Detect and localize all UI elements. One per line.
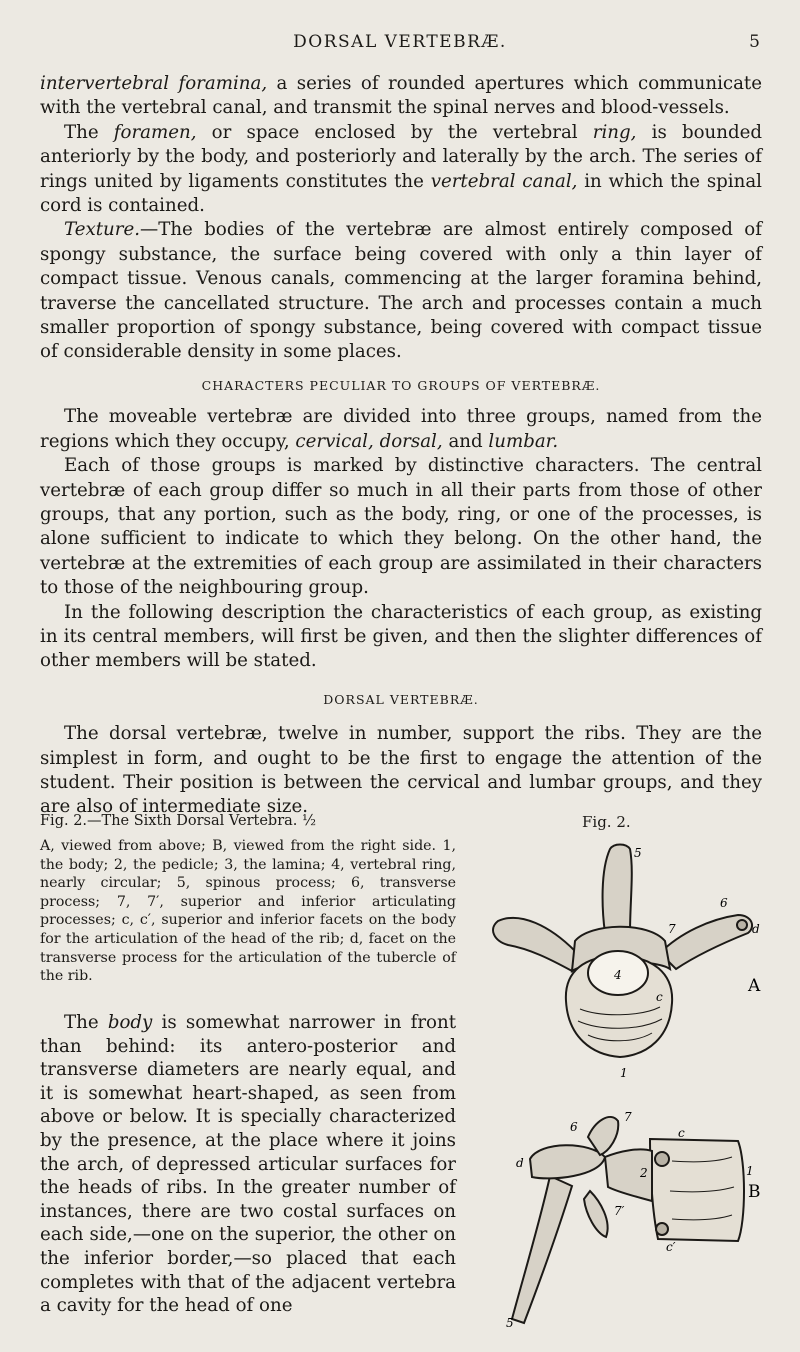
figure-area [40,813,768,1333]
mark-body-b: 1 [746,1164,754,1178]
paragraph-description: In the following description the characteristics of each group, as existing in its central members, will first be given, and then the slighter differences of other members will be stated. [40,601,762,672]
view-label-a: A [748,976,761,996]
page-number: 5 [749,32,760,52]
paragraph-characters: Each of those groups is marked by distinctive characters. The central vertebræ of each group differ so much in all their parts from those of other groups, that any portion, such as the body, ring, or one of the processes, is alone sufficient to indicate to which they belong. On the other hand, the vertebræ at the extremities of each group are assimilated in their characters to those of the neighbouring group. [40,455,762,599]
mark-sup-art-b: 7 [624,1110,632,1124]
section-heading-dorsal: DORSAL VERTEBRÆ. [323,691,479,707]
running-head [0,32,800,56]
running-title: DORSAL VERTEBRÆ. [293,32,507,52]
text-run: The [64,121,114,143]
mark-ring-a: 4 [614,968,622,982]
italic-term: dorsal, [379,430,443,452]
paragraph-groups [40,405,762,454]
text-run: is bounded anteriorly by the body, and posteriorly and laterally by the arch. The series of rings united by ligaments constitutes the [40,121,763,192]
mark-facet-d-a: d [752,922,760,936]
mark-body-a: 1 [620,1066,628,1080]
spinous-process-side [512,1176,572,1323]
text-run: The moveable vertebræ are divided into three groups, named from the regions which they occupy, [40,406,762,452]
paragraph-dorsal-intro: The dorsal vertebræ, twelve in number, support the ribs. They are the simplest in form, and ought to be the first to engage the attention of the student. Their position is between the cervical and lumbar groups, and they are also of intermediate size. [40,723,762,818]
vertebra-illustration [480,841,768,1331]
text-run: The [64,1012,108,1033]
vertebra-view-a [493,845,752,1058]
mark-facet-c-b: c [678,1126,685,1140]
italic-term: foramen, [113,121,197,143]
facet-d-a [737,920,747,930]
mark-facet-c-a: c [656,990,663,1004]
mark-transverse-b: 6 [570,1120,578,1134]
italic-term: vertebral canal, [430,170,578,192]
paragraph-body [40,1011,456,1318]
mark-facet-d-b: d [516,1156,524,1170]
text-run: and [442,430,489,452]
mark-facet-c2-b: c′ [666,1240,676,1254]
figure-caption-title: Fig. 2.—The Sixth Dorsal Vertebra. ½ [40,813,317,829]
mark-inf-art-b: 7′ [614,1204,625,1218]
figure-label: Fig. 2. [582,813,631,831]
section-heading-groups: CHARACTERS PECULIAR TO GROUPS OF VERTEBRÆ. [201,377,601,393]
italic-term: cervical, [295,430,374,452]
transverse-process-side [530,1145,605,1178]
body-text [40,72,762,820]
facet-c2-b [656,1223,668,1235]
inferior-articular-process [584,1191,608,1237]
spinous-process [603,845,632,934]
italic-term: Texture. [64,219,140,241]
lower-text [40,1011,456,1318]
paragraph-foramen [40,121,762,219]
mark-spinous-a: 5 [634,846,642,860]
italic-term: lumbar. [488,430,559,452]
paragraph-intervertebral-foramina [40,72,762,121]
mark-pedicle-b: 2 [640,1166,648,1180]
paragraph-texture [40,218,762,364]
text-run: or space enclosed by the vertebral [196,121,593,143]
italic-term: body [107,1012,153,1033]
figure-caption-text: A, viewed from above; B, viewed from the right side. 1, the body; 2, the pedicle; 3, the lamina; 4, vertebral ring, nearly circular; 5, spinous process; 6, transverse process; 7, 7′, superior and inferior articulating processes; c, c′, superior and inferior facets on the body for the articulation of the head of the rib; d, facet on the transverse process for the articulation of the tubercle of the rib. [40,838,456,985]
vertebra-view-b [512,1117,744,1323]
mark-spinous-b: 5 [506,1316,514,1330]
mark-sup-art-a: 7 [668,922,676,936]
paragraph-text: a series of rounded apertures which communicate with the vertebral canal, and transmit the spinal nerves and blood-vessels. [40,73,763,119]
text-run: is somewhat narrower in front than behind: its antero-posterior and transverse diameters are nearly equal, and it is somewhat heart-shaped, as seen from above or below. It is specially characterized by the presence, at the place where it joins the arch, of depressed articular surfaces for the heads of ribs. In the greater number of instances, there are two costal surfaces on each side,—one on the superior, the other on the inferior border,—so placed that each completes with that of the adjacent vertebra a cavity for the head of one [40,1012,457,1317]
view-label-b: B [748,1182,761,1202]
text-run: in which the spinal cord is contained. [40,170,762,217]
facet-c-b [655,1152,669,1166]
transverse-process-left [493,918,575,971]
paragraph-text: —The bodies of the vertebræ are almost entirely composed of spongy substance, the surface being covered with only a thin layer of compact tissue. Venous canals, commencing at the larger foramina behind, traverse the cancellated structure. The arch and processes contain a much smaller proportion of spongy substance, being covered with compact tissue of considerable density in some places. [40,219,762,363]
mark-transverse-a: 6 [720,896,728,910]
italic-term: intervertebral foramina, [40,73,268,94]
italic-term: ring, [592,121,637,143]
